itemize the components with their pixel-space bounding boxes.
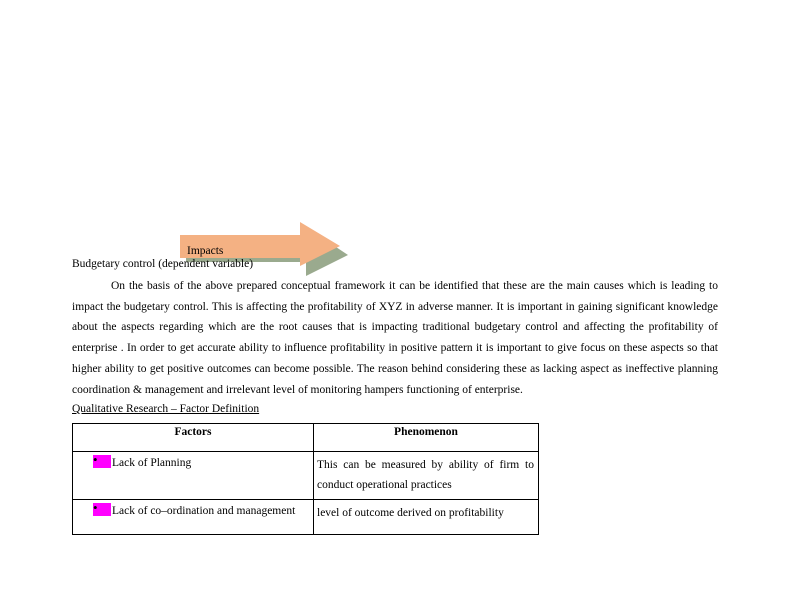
phenomenon-cell: level of outcome derived on profitability xyxy=(314,500,539,535)
section-heading: Qualitative Research – Factor Definition xyxy=(72,403,260,415)
factor-table xyxy=(72,423,539,535)
table-row xyxy=(73,452,539,500)
factor-cell xyxy=(73,452,314,500)
factor-text: Lack of Planning xyxy=(112,457,192,469)
factor-cell xyxy=(73,500,314,535)
table-row xyxy=(73,500,539,535)
bullet-icon xyxy=(93,455,111,468)
table-header-row xyxy=(73,424,539,452)
factor-text: Lack of co–ordination and management xyxy=(112,505,296,517)
body-paragraph-text: On the basis of the above prepared conceptual framework it can be identified that these are the main causes which is leading to impact the budgetary control. This is affecting the profitability of XYZ in adverse manner. It is important in gaining significant knowledge about the aspects regarding which are the root causes that is impacting traditional budgetary control and affecting the profitability of enterprise . In order to get accurate ability to influence profitability in positive pattern it is important to give focus on these aspects so that higher ability to get positive outcomes can become possible. The reason behind considering these as lacking aspect as ineffective planning coordination & management and irrelevant level of monitoring hampers functioning of enterprise. xyxy=(72,280,718,396)
phenomenon-cell: This can be measured by ability of firm to conduct operational practices xyxy=(314,452,539,500)
arrow-label: Impacts xyxy=(187,245,224,257)
dependent-variable-label: Budgetary control (dependent variable) xyxy=(72,258,254,270)
header-factors: Factors xyxy=(73,424,314,452)
bullet-icon xyxy=(93,503,111,516)
header-phenomenon: Phenomenon xyxy=(314,424,539,452)
body-paragraph xyxy=(72,276,718,400)
